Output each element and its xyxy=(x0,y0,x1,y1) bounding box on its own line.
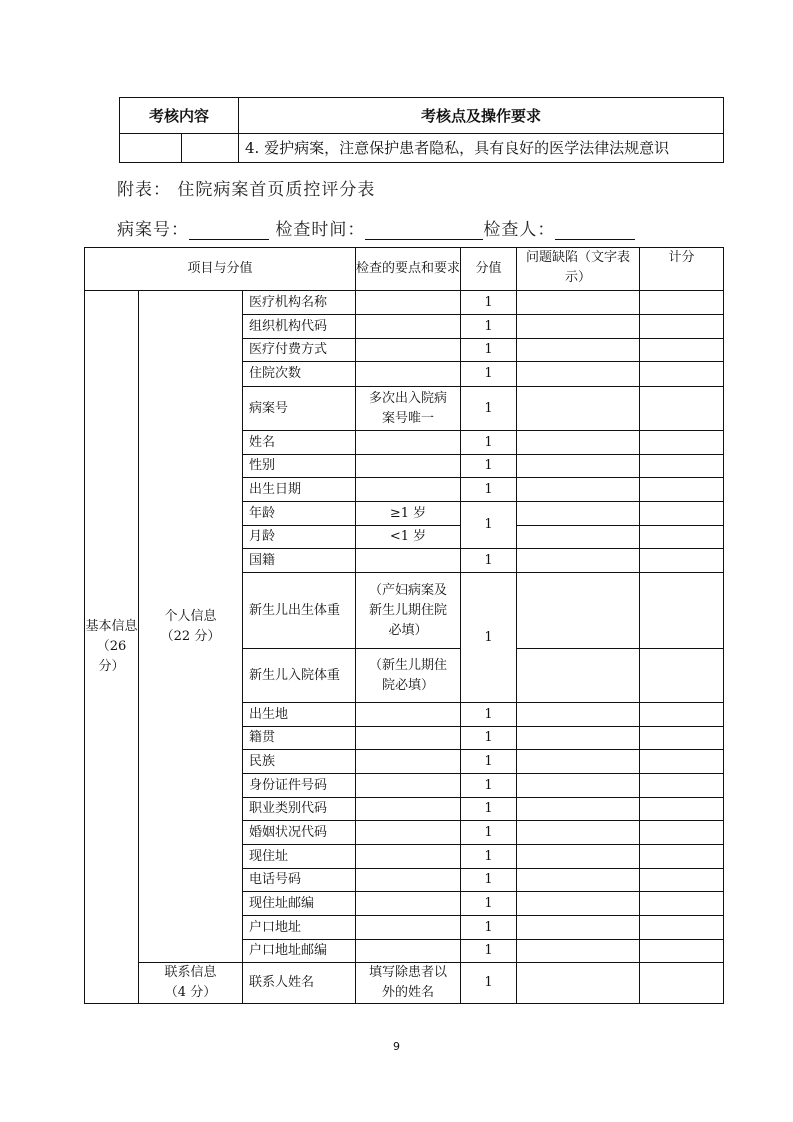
item-name: 新生儿入院体重 xyxy=(243,649,356,703)
item-name: 国籍 xyxy=(243,549,356,573)
item-score: 1 xyxy=(461,455,517,478)
group-contact: 联系信息 （4 分） xyxy=(139,963,243,1004)
points-cell[interactable] xyxy=(640,821,724,845)
points-cell[interactable] xyxy=(640,573,724,649)
check-time-blank[interactable] xyxy=(365,223,483,240)
points-cell[interactable] xyxy=(640,362,724,387)
inspector-blank[interactable] xyxy=(555,223,635,240)
item-name: 医疗机构名称 xyxy=(243,291,356,315)
requirement-text: 4. 爱护病案，注意保护患者隐私，具有良好的医学法律法规意识 xyxy=(239,134,724,163)
appendix-title: 附表： 住院病案首页质控评分表 xyxy=(117,180,376,200)
item-requirement xyxy=(356,291,461,315)
header-requirements: 考核点及操作要求 xyxy=(239,98,724,134)
item-score: 1 xyxy=(461,727,517,750)
item-name: 新生儿出生体重 xyxy=(243,573,356,649)
points-cell[interactable] xyxy=(640,940,724,963)
points-cell[interactable] xyxy=(640,315,724,339)
points-cell[interactable] xyxy=(640,291,724,315)
problem-cell[interactable] xyxy=(517,387,640,431)
item-name: 病案号 xyxy=(243,387,356,431)
item-score: 1 xyxy=(461,431,517,455)
item-score: 1 xyxy=(461,798,517,821)
problem-cell[interactable] xyxy=(517,727,640,750)
item-name: 现住址 xyxy=(243,845,356,869)
item-requirement xyxy=(356,892,461,916)
problem-cell[interactable] xyxy=(517,963,640,1004)
item-score: 1 xyxy=(461,963,517,1004)
item-score: 1 xyxy=(461,940,517,963)
page-number: 9 xyxy=(393,1040,400,1053)
problem-cell[interactable] xyxy=(517,526,640,549)
item-score: 1 xyxy=(461,549,517,573)
item-name: 年龄 xyxy=(243,502,356,526)
problem-cell[interactable] xyxy=(517,892,640,916)
header-problem: 问题缺陷（文字表示） xyxy=(517,248,640,291)
problem-cell[interactable] xyxy=(517,774,640,798)
item-score: 1 xyxy=(461,315,517,339)
item-name: 姓名 xyxy=(243,431,356,455)
item-requirement: （产妇病案及新生儿期住院必填） xyxy=(356,573,461,649)
problem-cell[interactable] xyxy=(517,703,640,727)
problem-cell[interactable] xyxy=(517,869,640,892)
item-requirement xyxy=(356,339,461,362)
score-table xyxy=(84,247,724,1004)
item-score: 1 xyxy=(461,774,517,798)
item-requirement xyxy=(356,727,461,750)
points-cell[interactable] xyxy=(640,431,724,455)
item-name: 出生日期 xyxy=(243,478,356,502)
header-score: 分值 xyxy=(461,248,517,291)
item-name: 户口地址邮编 xyxy=(243,940,356,963)
problem-cell[interactable] xyxy=(517,291,640,315)
points-cell[interactable] xyxy=(640,869,724,892)
item-requirement xyxy=(356,455,461,478)
item-requirement xyxy=(356,362,461,387)
item-name: 住院次数 xyxy=(243,362,356,387)
item-name: 性别 xyxy=(243,455,356,478)
item-requirement xyxy=(356,916,461,940)
item-requirement xyxy=(356,549,461,573)
points-cell[interactable] xyxy=(640,526,724,549)
item-requirement xyxy=(356,845,461,869)
header-points: 计分 xyxy=(640,248,724,291)
item-score: 1 xyxy=(461,750,517,774)
problem-cell[interactable] xyxy=(517,940,640,963)
record-no-blank[interactable] xyxy=(189,223,269,240)
item-score: 1 xyxy=(461,387,517,431)
item-name: 出生地 xyxy=(243,703,356,727)
problem-cell[interactable] xyxy=(517,750,640,774)
item-score: 1 xyxy=(461,339,517,362)
group-basic: 基本信息 （26 分） xyxy=(85,291,139,1004)
points-cell[interactable] xyxy=(640,387,724,431)
item-score: 1 xyxy=(461,502,517,549)
item-requirement xyxy=(356,821,461,845)
item-score: 1 xyxy=(461,573,517,703)
problem-cell[interactable] xyxy=(517,502,640,526)
points-cell[interactable] xyxy=(640,549,724,573)
points-cell[interactable] xyxy=(640,478,724,502)
item-name: 职业类别代码 xyxy=(243,798,356,821)
problem-cell[interactable] xyxy=(517,362,640,387)
problem-cell[interactable] xyxy=(517,478,640,502)
item-requirement xyxy=(356,940,461,963)
points-cell[interactable] xyxy=(640,703,724,727)
problem-cell[interactable] xyxy=(517,573,640,649)
item-name: 医疗付费方式 xyxy=(243,339,356,362)
item-score: 1 xyxy=(461,845,517,869)
item-name: 组织机构代码 xyxy=(243,315,356,339)
item-score: 1 xyxy=(461,892,517,916)
table-row xyxy=(85,291,724,315)
problem-cell[interactable] xyxy=(517,821,640,845)
points-cell[interactable] xyxy=(640,502,724,526)
points-cell[interactable] xyxy=(640,750,724,774)
problem-cell[interactable] xyxy=(517,315,640,339)
points-cell[interactable] xyxy=(640,649,724,703)
form-fields: 病案号： 检查时间： 检查人： xyxy=(117,215,635,240)
item-requirement xyxy=(356,798,461,821)
problem-cell[interactable] xyxy=(517,549,640,573)
table-row xyxy=(85,963,724,1004)
item-requirement: 填写除患者以外的姓名 xyxy=(356,963,461,1004)
problem-cell[interactable] xyxy=(517,916,640,940)
points-cell[interactable] xyxy=(640,455,724,478)
item-score: 1 xyxy=(461,478,517,502)
item-score: 1 xyxy=(461,291,517,315)
points-cell[interactable] xyxy=(640,963,724,1004)
item-requirement xyxy=(356,703,461,727)
points-cell[interactable] xyxy=(640,727,724,750)
item-requirement xyxy=(356,478,461,502)
problem-cell[interactable] xyxy=(517,339,640,362)
item-score: 1 xyxy=(461,821,517,845)
problem-cell[interactable] xyxy=(517,431,640,455)
item-name: 联系人姓名 xyxy=(243,963,356,1004)
item-name: 民族 xyxy=(243,750,356,774)
item-requirement: 多次出入院病案号唯一 xyxy=(356,387,461,431)
item-requirement xyxy=(356,750,461,774)
item-requirement xyxy=(356,431,461,455)
item-name: 婚姻状况代码 xyxy=(243,821,356,845)
item-score: 1 xyxy=(461,916,517,940)
problem-cell[interactable] xyxy=(517,798,640,821)
points-cell[interactable] xyxy=(640,916,724,940)
points-cell[interactable] xyxy=(640,798,724,821)
item-requirement: （新生儿期住院必填） xyxy=(356,649,461,703)
item-score: 1 xyxy=(461,869,517,892)
points-cell[interactable] xyxy=(640,845,724,869)
header-item: 项目与分值 xyxy=(85,248,356,291)
header-content: 考核内容 xyxy=(120,98,239,134)
points-cell[interactable] xyxy=(640,774,724,798)
group-personal: 个人信息 （22 分） xyxy=(139,291,243,963)
item-name: 电话号码 xyxy=(243,869,356,892)
item-name: 籍贯 xyxy=(243,727,356,750)
problem-cell[interactable] xyxy=(517,649,640,703)
item-name: 月龄 xyxy=(243,526,356,549)
points-cell[interactable] xyxy=(640,339,724,362)
assessment-table xyxy=(119,97,724,163)
item-requirement: ≥1 岁 xyxy=(356,502,461,526)
item-requirement: <1 岁 xyxy=(356,526,461,549)
item-score: 1 xyxy=(461,362,517,387)
item-requirement xyxy=(356,869,461,892)
item-requirement xyxy=(356,774,461,798)
item-name: 身份证件号码 xyxy=(243,774,356,798)
points-cell[interactable] xyxy=(640,892,724,916)
item-score: 1 xyxy=(461,703,517,727)
item-name: 户口地址 xyxy=(243,916,356,940)
header-req: 检查的要点和要求 xyxy=(356,248,461,291)
item-requirement xyxy=(356,315,461,339)
problem-cell[interactable] xyxy=(517,455,640,478)
problem-cell[interactable] xyxy=(517,845,640,869)
item-name: 现住址邮编 xyxy=(243,892,356,916)
